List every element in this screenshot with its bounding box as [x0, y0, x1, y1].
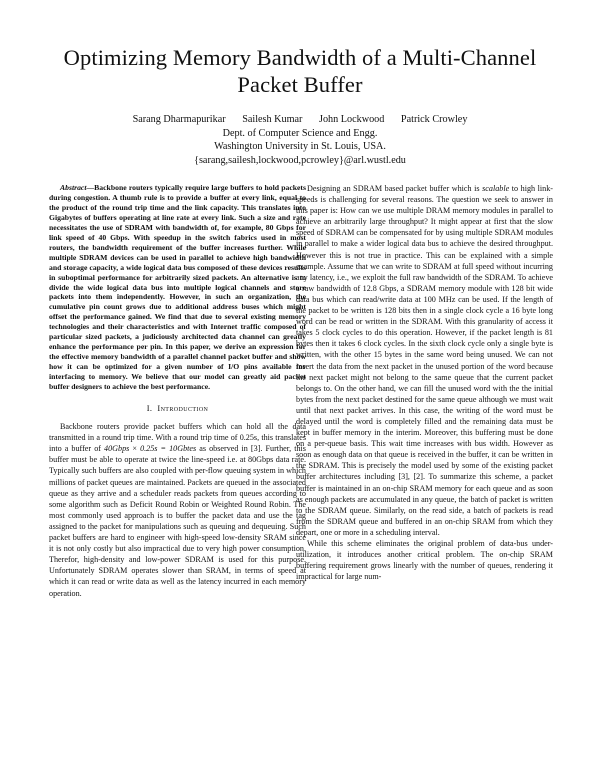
abstract [49, 183, 306, 392]
body-text: to high link-speeds is challenging for several reasons. The question we seek to answer in this paper is: How can we use multiple DRAM memory modules in parallel to achieve an arbitrarily large throughput? It might appear at first that the slow speed of SDRAM can be compensated for by using multiple SDRAM modules in parallel to make a wider logical data bus to achieve the desired throughput. However this is not true in practice. This can be explained with a simple example. Assume that we can write to SDRAM at full speed without incurring any latency, i.e., we exploit the full raw bandwidth of the SDRAM. To achieve a raw bandwidth of 12.8 Gbps, a SDRAM memory module with 128 bit wide data bus which can read/write data at 100 MHz can be used. If the length of the packet to be written is 128 bits then in a single clock cycle a 16 byte long word can be read or written in the SDRAM. With this granularity of access it takes 5 clock cycles to do this operation. However, if the packet length is 81 bytes then it takes 6 clock cycles. In the sixth clock cycle only a single byte is written, with the other 15 bytes in the same word being unused. We can not insert the data from the next packet in the unused portion of the word because the next packet might not belong to the same queue that the current packet belongs to. On the other hand, we can fill the unused word with the the initial bytes from the next packet destined for the same queue although we must wait until that next packet arrives. In this case, the writing of the word must be delayed until the word is completely filled and the remaining data must be kept in buffer memory in the interim. Moreover, this buffering must be done on a per-queue basis. This wait time increases with bus width. However as soon as enough data on that queue is received in the buffer, it can be written in the SDRAM. This is precisely the model used by some of the existing packet buffer architectures including [3], [2]. To summarize this scheme, a packet buffer is maintained in an on-chip SRAM memory for each queue and as soon as enough packets are accumulated in any queue, the batch of packet is written to the SDRAM queue. Similarly, on the read side, a batch of packets is read from the SDRAM queue and buffered in an on-chip SRAM from which they depart, one or more in a scheduling interval. [296, 184, 553, 537]
section-numeral: I. [146, 404, 153, 414]
intro-paragraph [49, 421, 306, 599]
paper-title: Optimizing Memory Bandwidth of a Multi-Channel Packet Buffer [63, 45, 537, 97]
body-paragraph [296, 183, 553, 538]
intro-text: as observed in [3]. Further, this buffer must be able to operate at twice the line-speed i.e. at 80Gbps data rate. Typically such buffers are also coupled with per-flow queuing system in which millions of packet queues are maintained. Packets are queued in the associated queue as they arrive and a scheduler reads packets from queues according to some algorithm such as Deficit Round Robin or Weighted Round Robin. The most commonly used approach is to buffer the packet data and use the tag assigned to the packet for manipulations such as queuing and dequeuing. Such packet buffers are hard to engineer with high-speed low-density SRAM since it is not only costly but also impractical due to very high power consumption. Therefor, high-density and low-power SDRAM is used for this purpose. Unfortunately SDRAM operates slower than SRAM, in terms of speed at which it can read or write data as well as the latency incurred in each memory operation. [49, 444, 306, 598]
section-heading-introduction [49, 403, 306, 414]
left-column [49, 183, 306, 599]
author-block [40, 113, 560, 167]
intro-text: Backbone routers provide packet buffers which can hold all the data transmitted in a round trip time. With a round trip time of 0.25s, this translates into a buffer of [49, 422, 306, 454]
author-department: Dept. of Computer Science and Engg. [222, 127, 378, 139]
math-expression: 0.25s = 10Gbtes [140, 444, 197, 454]
emphasis-text: scalable [482, 184, 510, 193]
author-name: Sailesh Kumar [242, 114, 303, 125]
author-university: Washington University in St. Louis, USA. [214, 141, 386, 152]
author-list [40, 113, 560, 127]
author-name: John Lockwood [319, 114, 385, 125]
abstract-text: —Backbone routers typically require large buffers to hold packets during congestion. A thumb rule is to provide a buffer at every link, equal to the product of the round trip time and the link capacity. This translates into Gigabytes of buffers operating at line rate at every link. Such a size and rate necessitates the use of SDRAM with bandwidth of, for example, 80 Gbps for link speed of 40 Gbps. With speedup in the switch fabrics used in most routers, the bandwidth requirement of the buffer increases further. While multiple SDRAM devices can be used in parallel to achieve high bandwidth and storage capacity, a wide logical data bus composed of these devices results in suboptimal performance for arbitrarily sized packets. An alternative is to divide the wide logical data bus into multiple logical channels and store packets into them independently. However, in such an organization, the cumulative pin count grows due to additional address buses which might offset the performance gained. We find that due to several existing memory technologies and their characteristics and with Internet traffic composed of particular sized packets, a judiciously architected data channel can greatly enhance the performance per pin. In this paper, we derive an expression for the effective memory bandwidth of a parallel channel packet buffer and show how it can be optimized for a given number of I/O pins available for interfacing to memory. We believe that our model can greatly aid packet buffer designers to achieve the best performance. [49, 183, 306, 392]
body-paragraph: While this scheme eliminates the original problem of data-bus under-utilization, it introduces another critical problem. The on-chip SRAM buffering requirement grows linearly with the number of queues, rendering it impractical for large num- [296, 539, 553, 582]
section-title: Introduction [157, 404, 209, 414]
author-name: Sarang Dharmapurikar [132, 114, 226, 125]
author-name: Patrick Crowley [400, 114, 468, 125]
author-emails: {sarang,sailesh,lockwood,pcrowley}@arl.wustl.edu [194, 154, 406, 166]
math-operator: × [129, 444, 141, 454]
abstract-label: Abstract [60, 183, 87, 192]
right-column [296, 183, 553, 582]
body-text: Designing an SDRAM based packet buffer which is [307, 184, 483, 193]
math-expression: 40Gbps [104, 444, 130, 454]
